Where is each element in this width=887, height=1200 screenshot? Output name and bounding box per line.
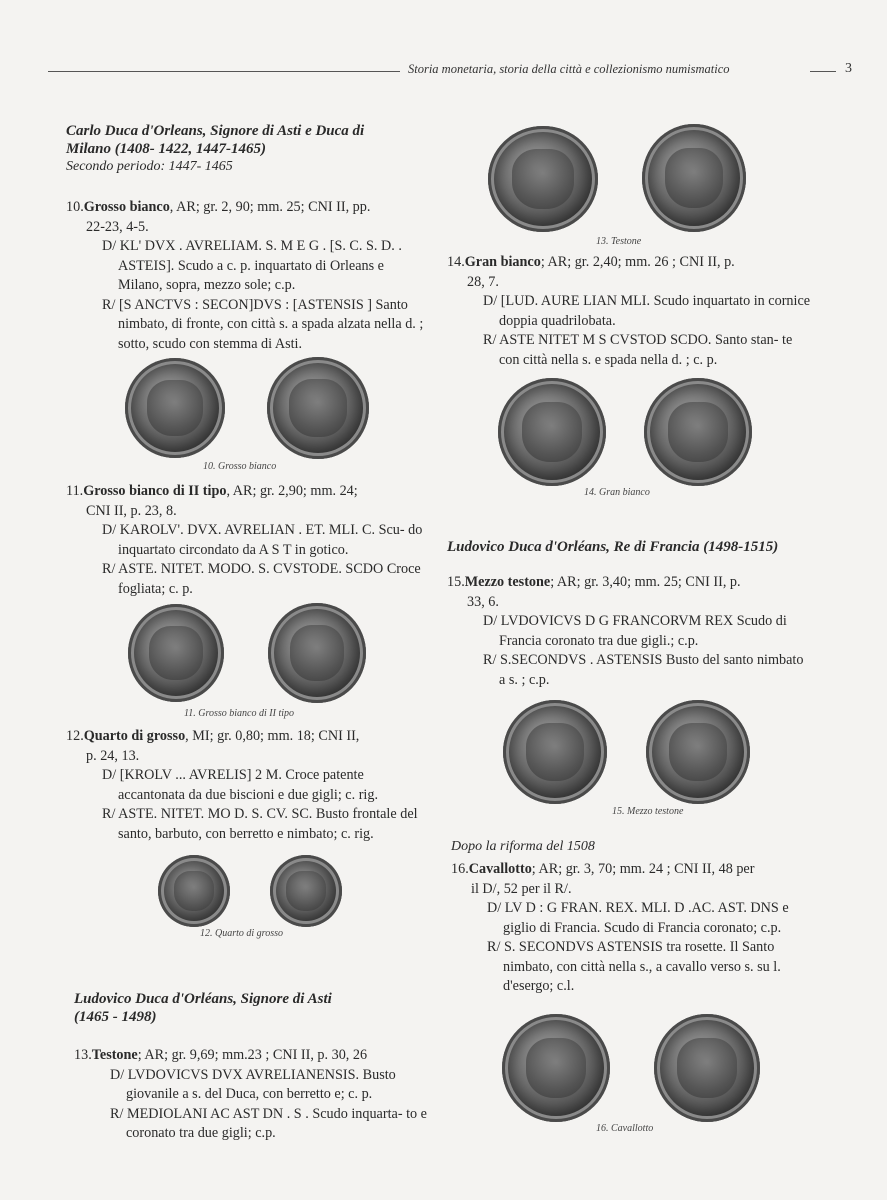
figure-caption: 12. Quarto di grosso: [200, 928, 283, 939]
section-subtitle: Secondo periodo: 1447- 1465: [66, 159, 233, 174]
coin-image-obverse: [158, 855, 230, 927]
coin-image-reverse: [642, 124, 746, 232]
entry-11: 11.Grosso bianco di II tipo, AR; gr. 2,90; mm. 24; CNI II, p. 23, 8. D/ KAROLV'. DVX. AVRELIAN . ET. MLI. C. Scu- do inquartato circondato da A S T in gotico. R/ ASTE. NITET. MODO. S. CVSTODE. SCDO Croce fogliata; c. p.: [66, 482, 431, 599]
obverse-desc: D/ [LUD. AURE LIAN MLI. Scudo inquartato in cornice doppia quadrilobata.: [483, 293, 811, 329]
section-ludovico-francia: Ludovico Duca d'Orléans, Re di Francia (1498-1515): [447, 539, 779, 555]
coin-image-reverse: [268, 603, 366, 703]
obverse-desc: D/ KAROLV'. DVX. AVRELIAN . ET. MLI. C. Scu- do inquartato circondato da A S T in gotico.: [102, 522, 423, 558]
entry-10: 10.Grosso bianco, AR; gr. 2, 90; mm. 25; CNI II, pp. 22-23, 4-5. D/ KL' DVX . AVRELIAM. S. M E G . [S. C. S. D. . ASTEIS]. Scudo a c. p. inquartato di Orleans e Milano, sopra, mezzo sole; c.p. R/ [S ANCTVS : SECON]DVS : [ASTENSIS ] Santo nimbato, di fronte, con città s. a spada alzata nella d. ; sotto, scudo con stemma di Asti.: [66, 198, 431, 354]
page-number: 3: [845, 61, 852, 76]
entry-head: 16.Cavallotto; AR; gr. 3, 70; mm. 24 ; CNI II, 48 per: [451, 861, 755, 877]
figure-caption: 10. Grosso bianco: [203, 461, 277, 472]
entry-13: [74, 1046, 439, 1144]
coin-image-reverse: [267, 357, 369, 459]
obverse-desc: D/ LV D : G FRAN. REX. MLI. D .AC. AST. DNS e giglio di Francia. Scudo di Francia coronato; c.p.: [487, 900, 789, 936]
coin-image-reverse: [270, 855, 342, 927]
entry-head: 11.Grosso bianco di II tipo, AR; gr. 2,90; mm. 24;: [66, 483, 358, 499]
obverse-desc: D/ [KROLV ... AVRELIS] 2 M. Croce patente accantonata da due biscioni e due gigli; c. rig.: [102, 767, 379, 803]
section-title: Carlo Duca d'Orleans, Signore di Asti e Duca di Milano (1408- 1422, 1447-1465): [66, 123, 365, 157]
entry-head: 10.Grosso bianco, AR; gr. 2, 90; mm. 25; CNI II, pp.: [66, 199, 371, 215]
figure-caption: 11. Grosso bianco di II tipo: [184, 708, 294, 719]
coin-image-reverse: [646, 700, 750, 804]
section-title: Ludovico Duca d'Orléans, Signore di Asti (1465 - 1498): [74, 991, 332, 1025]
coin-image-obverse: [502, 1014, 610, 1122]
entry-15: 15.Mezzo testone; AR; gr. 3,40; mm. 25; CNI II, p. 33, 6. D/ LVDOVICVS D G FRANCORVM REX Scudo di Francia coronato tra due gigli.; c.p. R/ S.SECONDVS . ASTENSIS Busto del santo nimbato a s. ; c.p.: [447, 573, 812, 690]
header-rule-left: [48, 71, 400, 72]
section-carlo: [66, 122, 431, 176]
entry-head: 13.Testone; AR; gr. 9,69; mm.23 ; CNI II, p. 30, 26: [74, 1047, 368, 1063]
reverse-desc: R/ S.SECONDVS . ASTENSIS Busto del santo nimbato a s. ; c.p.: [483, 652, 804, 688]
reverse-desc: R/ ASTE. NITET. MODO. S. CVSTODE. SCDO Croce fogliata; c. p.: [102, 561, 421, 597]
reverse-desc: R/ [S ANCTVS : SECON]DVS : [ASTENSIS ] Santo nimbato, di fronte, con città s. a spada alzata nella d. ; sotto, scudo con stemma di Asti.: [102, 296, 424, 352]
entry-head: 14.Gran bianco; AR; gr. 2,40; mm. 26 ; CNI II, p.: [447, 254, 735, 270]
entry-14: 14.Gran bianco; AR; gr. 2,40; mm. 26 ; CNI II, p. 28, 7. D/ [LUD. AURE LIAN MLI. Scudo inquartato in cornice doppia quadrilobata. R/ ASTE NITET M S CVSTOD SCDO. Santo stan- te con città nella s. e spada nella d. ; c. p.: [447, 253, 812, 370]
coin-name: Testone: [91, 1047, 138, 1063]
coin-image-obverse: [503, 700, 607, 804]
reverse-desc: R/ ASTE. NITET. MO D. S. CV. SC. Busto frontale del santo, barbuto, con berretto e nimbato; c. rig.: [102, 806, 418, 842]
figure-caption: 13. Testone: [596, 236, 642, 247]
reverse-desc: R/ S. SECONDVS ASTENSIS tra rosette. Il Santo nimbato, con città nella s., a cavallo verso s. su l. d'esergo; c.l.: [487, 939, 781, 994]
entry-head: 15.Mezzo testone; AR; gr. 3,40; mm. 25; CNI II, p.: [447, 574, 741, 590]
section-riforma: Dopo la riforma del 1508: [451, 839, 595, 854]
coin-image-obverse: [498, 378, 606, 486]
coin-name: Grosso bianco: [83, 199, 170, 215]
header-rule-right: [810, 71, 836, 72]
coin-image-obverse: [128, 604, 224, 702]
coin-name: Grosso bianco di II tipo: [83, 483, 227, 499]
running-title: Storia monetaria, storia della città e collezionismo numismatico: [408, 62, 730, 76]
entry-head: 12.Quarto di grosso, MI; gr. 0,80; mm. 18; CNI II,: [66, 728, 360, 744]
coin-name: Gran bianco: [464, 254, 541, 270]
section-ludovico-asti: [74, 990, 439, 1026]
obverse-desc: D/ KL' DVX . AVRELIAM. S. M E G . [S. C. S. D. . ASTEIS]. Scudo a c. p. inquartato di Orleans e Milano, sopra, mezzo sole; c.p.: [102, 238, 402, 293]
reverse-desc: R/ ASTE NITET M S CVSTOD SCDO. Santo stan- te con città nella s. e spada nella d. ; c. p.: [483, 332, 793, 368]
coin-image-reverse: [654, 1014, 760, 1122]
entry-16: 16.Cavallotto; AR; gr. 3, 70; mm. 24 ; CNI II, 48 per il D/, 52 per il R/. D/ LV D : G FRAN. REX. MLI. D .AC. AST. DNS e giglio di Francia. Scudo di Francia coronato; c.p. R/ S. SECONDVS ASTENSIS tra rosette. Il Santo nimbato, con città nella s., a cavallo verso s. su l. d'esergo; c.l.: [451, 860, 816, 997]
entry-12: 12.Quarto di grosso, MI; gr. 0,80; mm. 18; CNI II, p. 24, 13. D/ [KROLV ... AVRELIS] 2 M. Croce patente accantonata da due biscioni e due gigli; c. rig. R/ ASTE. NITET. MO D. S. CV. SC. Busto frontale del santo, barbuto, con berretto e nimbato; c. rig.: [66, 727, 431, 844]
figure-caption: 16. Cavallotto: [596, 1123, 654, 1134]
obverse-desc: D/ LVDOVICVS D G FRANCORVM REX Scudo di Francia coronato tra due gigli.; c.p.: [483, 613, 787, 649]
obverse-desc: D/ LVDOVICVS DVX AVRELIANENSIS. Busto giovanile a s. del Duca, con berretto e; c. p.: [110, 1066, 396, 1102]
coin-image-reverse: [644, 378, 752, 486]
coin-name: Quarto di grosso: [83, 728, 186, 744]
coin-name: Cavallotto: [468, 861, 532, 877]
reverse-desc: R/ MEDIOLANI AC AST DN . S . Scudo inquarta- to e coronato tra due gigli; c.p.: [110, 1105, 427, 1141]
figure-caption: 14. Gran bianco: [584, 487, 650, 498]
coin-image-obverse: [125, 358, 225, 458]
coin-name: Mezzo testone: [464, 574, 551, 590]
figure-caption: 15. Mezzo testone: [612, 806, 684, 817]
coin-image-obverse: [488, 126, 598, 232]
